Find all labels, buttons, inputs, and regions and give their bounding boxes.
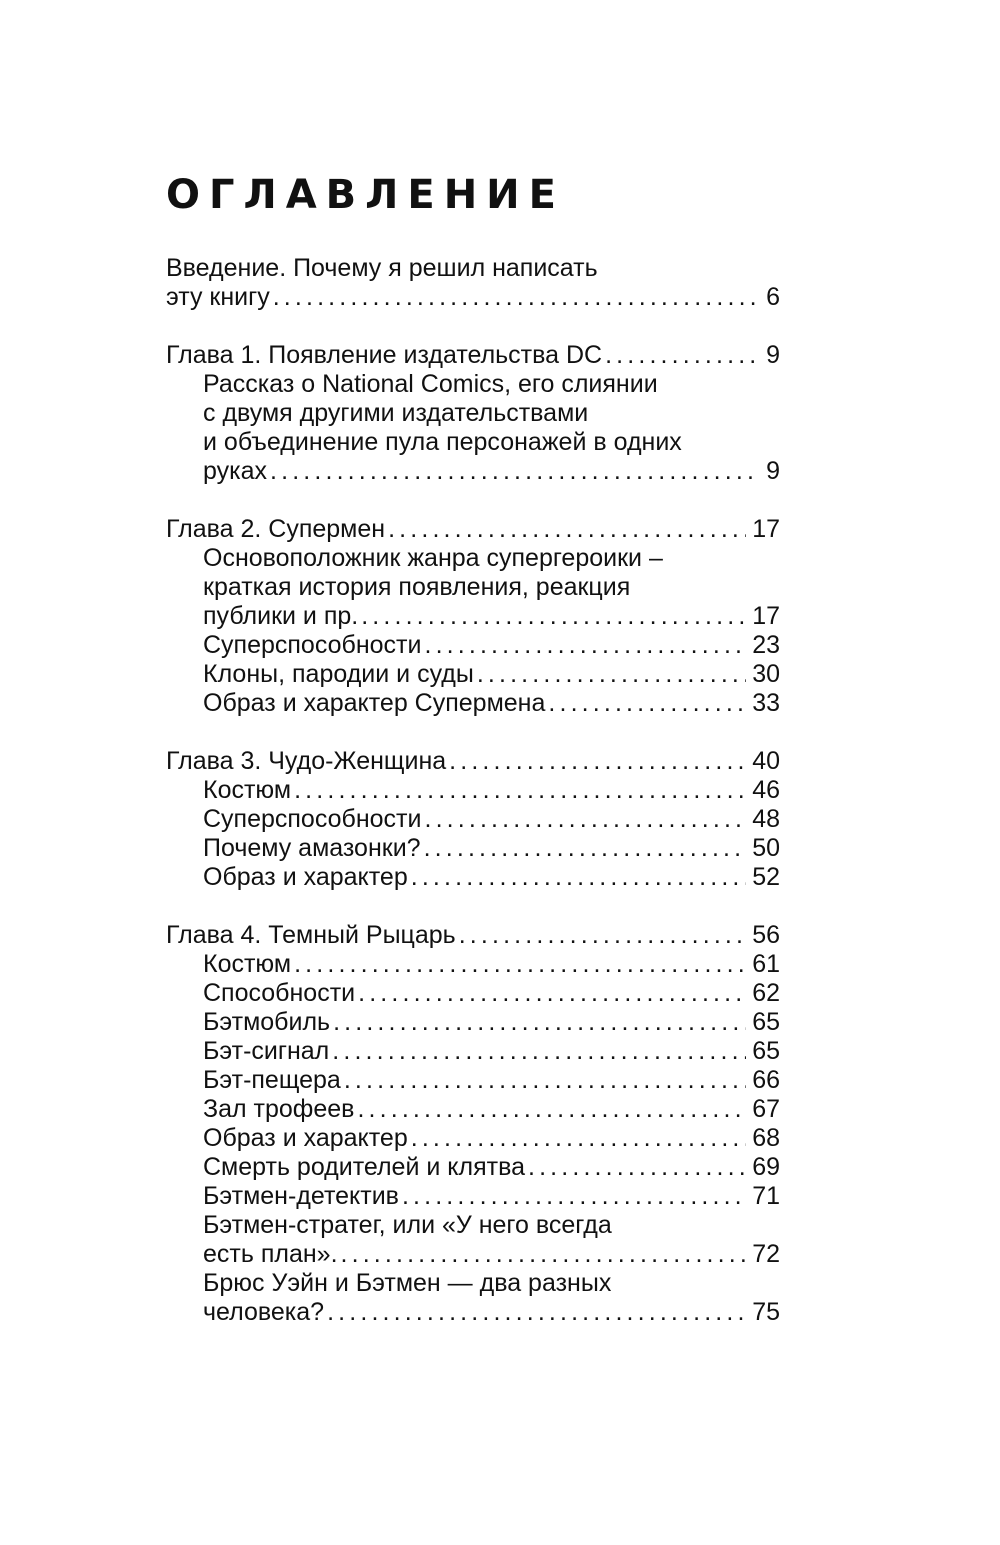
- toc-subentry[interactable]: [166, 834, 780, 863]
- page-number: 9: [766, 341, 780, 369]
- page-number: 66: [752, 1066, 780, 1094]
- page-number: 72: [752, 1240, 780, 1268]
- dot-leader: [294, 950, 746, 979]
- entry-title: Суперспособности: [203, 805, 422, 833]
- page-number: 71: [752, 1182, 780, 1210]
- entry-title: Зал трофеев: [203, 1095, 355, 1123]
- entry-leader-line: [166, 921, 780, 950]
- entry-title: Глава 3. Чудо-Женщина: [166, 747, 447, 775]
- dot-leader: [449, 747, 746, 776]
- entry-text-line: краткая история появления, реакция: [203, 573, 631, 601]
- entry-title: Бэтмен-детектив: [203, 1182, 399, 1210]
- entry-text-line: с двумя другими издательствами: [203, 399, 589, 427]
- entry-title: Суперспособности: [203, 631, 422, 659]
- entry-leader-line: [166, 283, 780, 312]
- dot-leader: [270, 457, 760, 486]
- page-number: 67: [752, 1095, 780, 1123]
- entry-text-line: Основоположник жанра супергероики –: [203, 544, 663, 572]
- entry-leader-line: [203, 602, 780, 631]
- entry-title: Бэтмобиль: [203, 1008, 331, 1036]
- entry-leader-line: [166, 747, 780, 776]
- dot-leader: [402, 1182, 746, 1211]
- dot-leader: [605, 341, 760, 370]
- entry-leader-line: [203, 1008, 780, 1037]
- entry-title: эту книгу: [166, 283, 270, 311]
- toc-subentry[interactable]: [166, 631, 780, 660]
- page-number: 65: [752, 1008, 780, 1036]
- dot-leader: [333, 1008, 746, 1037]
- entry-leader-line: [166, 515, 780, 544]
- dot-leader: [341, 1240, 747, 1269]
- toc-subentry[interactable]: [166, 950, 780, 979]
- toc-subentry[interactable]: [166, 1008, 780, 1037]
- toc-subentry[interactable]: [166, 1211, 780, 1269]
- dot-leader: [357, 1095, 746, 1124]
- toc-entry-chapter-3[interactable]: [166, 747, 780, 776]
- dot-leader: [273, 283, 760, 312]
- toc-subentry[interactable]: [166, 805, 780, 834]
- dot-leader: [411, 1124, 746, 1153]
- toc-subentry[interactable]: [166, 1153, 780, 1182]
- entry-leader-line: [203, 1124, 780, 1153]
- page-number: 48: [752, 805, 780, 833]
- toc-subentry[interactable]: [166, 979, 780, 1008]
- page-number: 68: [752, 1124, 780, 1152]
- page-number: 30: [752, 660, 780, 688]
- toc-entry-chapter-2[interactable]: [166, 515, 780, 544]
- dot-leader: [411, 863, 746, 892]
- dot-leader: [332, 1037, 746, 1066]
- entry-title: публики и пр.: [203, 602, 359, 630]
- toc-subentry[interactable]: [166, 544, 780, 631]
- entry-title: Бэт-пещера: [203, 1066, 341, 1094]
- page-number: 50: [752, 834, 780, 862]
- toc-subentry[interactable]: [166, 776, 780, 805]
- entry-title: Бэт-сигнал: [203, 1037, 330, 1065]
- page-number: 17: [752, 602, 780, 630]
- toc-subentry[interactable]: [166, 370, 780, 486]
- dot-leader: [294, 776, 746, 805]
- toc-title: ОГЛАВЛЕНИЕ: [166, 172, 565, 218]
- dot-leader: [388, 515, 746, 544]
- dot-leader: [477, 660, 746, 689]
- toc-subentry[interactable]: [166, 1037, 780, 1066]
- entry-title: Образ и характер: [203, 1124, 408, 1152]
- page-number: 61: [752, 950, 780, 978]
- entry-leader-line: [203, 1298, 780, 1327]
- entry-leader-line: [203, 950, 780, 979]
- entry-text-line: и объединение пула персонажей в одних: [203, 428, 682, 456]
- dot-leader: [459, 921, 746, 950]
- entry-leader-line: [203, 689, 780, 718]
- page-number: 46: [752, 776, 780, 804]
- entry-leader-line: [203, 457, 780, 486]
- page-number: 69: [752, 1153, 780, 1181]
- entry-title: Костюм: [203, 776, 292, 804]
- entry-leader-line: [203, 631, 780, 660]
- entry-leader-line: [203, 1066, 780, 1095]
- table-of-contents: [166, 254, 780, 1327]
- dot-leader: [424, 805, 746, 834]
- entry-title: Клоны, пародии и суды: [203, 660, 474, 688]
- page-number: 6: [766, 283, 780, 311]
- entry-leader-line: [203, 1153, 780, 1182]
- entry-title: Образ и характер Супермена: [203, 689, 546, 717]
- toc-subentry[interactable]: [166, 1269, 780, 1327]
- entry-leader-line: [203, 1037, 780, 1066]
- page-number: 56: [752, 921, 780, 949]
- entry-title: есть план».: [203, 1240, 338, 1268]
- dot-leader: [424, 834, 747, 863]
- entry-leader-line: [203, 776, 780, 805]
- dot-leader: [327, 1298, 746, 1327]
- entry-title: Почему амазонки?: [203, 834, 421, 862]
- page-number: 23: [752, 631, 780, 659]
- page-number: 62: [752, 979, 780, 1007]
- page-number: 52: [752, 863, 780, 891]
- toc-subentry[interactable]: [166, 660, 780, 689]
- dot-leader: [528, 1153, 746, 1182]
- page-number: 9: [766, 457, 780, 485]
- dot-leader: [361, 602, 746, 631]
- toc-subentry[interactable]: [166, 1095, 780, 1124]
- dot-leader: [424, 631, 746, 660]
- entry-leader-line: [203, 805, 780, 834]
- entry-leader-line: [203, 979, 780, 1008]
- page-number: 17: [752, 515, 780, 543]
- entry-leader-line: [203, 660, 780, 689]
- entry-title: Образ и характер: [203, 863, 408, 891]
- toc-subentry[interactable]: [166, 689, 780, 718]
- page-number: 65: [752, 1037, 780, 1065]
- toc-subentry[interactable]: [166, 1124, 780, 1153]
- entry-leader-line: [203, 863, 780, 892]
- page-number: 40: [752, 747, 780, 775]
- entry-title: Глава 2. Супермен: [166, 515, 386, 543]
- toc-subentry[interactable]: [166, 1066, 780, 1095]
- entry-title: Способности: [203, 979, 356, 1007]
- entry-text-line: Бэтмен-стратег, или «У него всегда: [203, 1211, 612, 1239]
- toc-subentry[interactable]: [166, 1182, 780, 1211]
- entry-title: Костюм: [203, 950, 292, 978]
- entry-title: Глава 4. Темный Рыцарь: [166, 921, 456, 949]
- entry-leader-line: [203, 834, 780, 863]
- toc-subentry[interactable]: [166, 863, 780, 892]
- page-number: 75: [752, 1298, 780, 1326]
- dot-leader: [344, 1066, 746, 1095]
- entry-leader-line: [166, 341, 780, 370]
- entry-leader-line: [203, 1095, 780, 1124]
- toc-entry-chapter-1[interactable]: [166, 341, 780, 370]
- page-number: 33: [752, 689, 780, 717]
- entry-title: руках: [203, 457, 268, 485]
- entry-leader-line: [203, 1182, 780, 1211]
- toc-entry-intro[interactable]: [166, 254, 780, 312]
- entry-title: человека?: [203, 1298, 325, 1326]
- entry-text-line: Рассказ о National Comics, его слиянии: [203, 370, 658, 398]
- dot-leader: [548, 689, 746, 718]
- entry-text-line: Введение. Почему я решил написать: [166, 254, 598, 282]
- toc-entry-chapter-4[interactable]: [166, 921, 780, 950]
- dot-leader: [358, 979, 746, 1008]
- entry-text-line: Брюс Уэйн и Бэтмен — два разных: [203, 1269, 612, 1297]
- entry-title: Глава 1. Появление издательства DC: [166, 341, 603, 369]
- entry-leader-line: [203, 1240, 780, 1269]
- entry-title: Смерть родителей и клятва: [203, 1153, 525, 1181]
